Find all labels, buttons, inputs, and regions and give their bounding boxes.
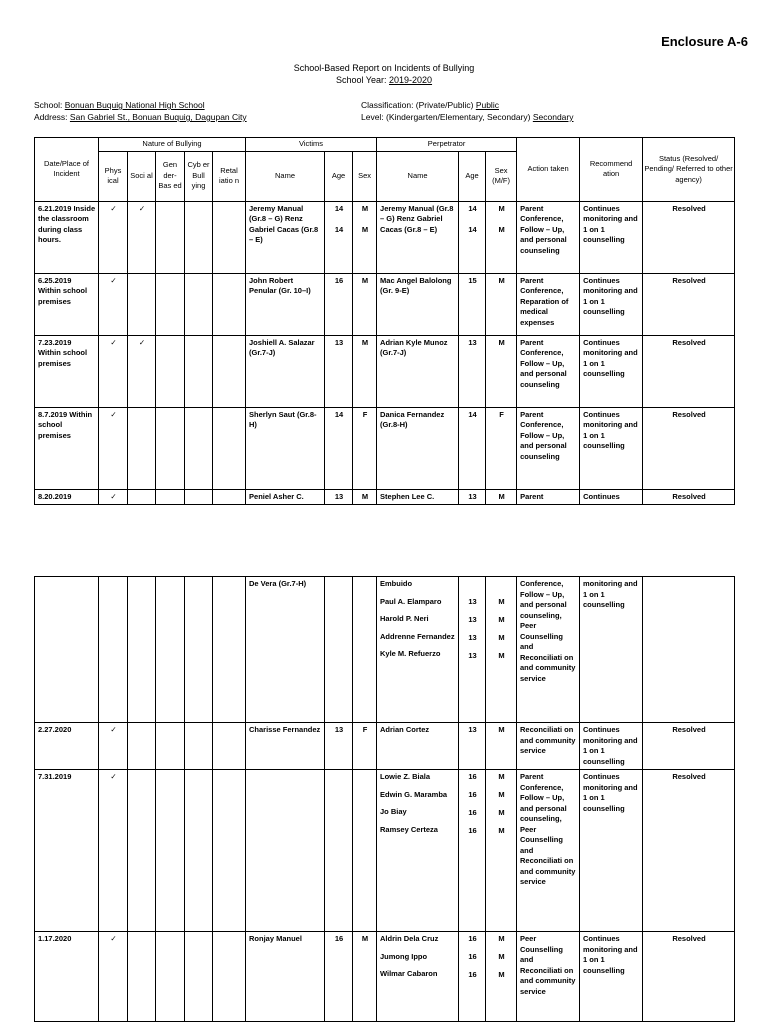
physical-check: ✓ xyxy=(99,407,128,489)
table-row xyxy=(35,407,735,489)
perpetrator-sex: M M xyxy=(486,201,517,273)
perpetrator-names xyxy=(377,770,459,932)
level-label: Level: (Kindergarten/Elementary, Secondary) xyxy=(361,112,531,122)
header-status: Status (Resolved/ Pending/ Referred to other agency) xyxy=(643,138,735,202)
gender-check xyxy=(156,723,185,770)
perpetrator-ages xyxy=(459,770,486,932)
perpetrator-age: 13 xyxy=(459,489,486,505)
gender-check xyxy=(156,201,185,273)
perpetrator-name: Wilmar Cabaron xyxy=(380,969,438,978)
status: Resolved xyxy=(643,201,735,273)
perpetrator-age: 15 xyxy=(459,273,486,335)
cyber-check xyxy=(185,201,213,273)
header-victim-age: Age xyxy=(325,151,353,201)
perpetrator-age: 16 xyxy=(468,808,477,817)
perpetrator-sex: F xyxy=(486,407,517,489)
perpetrator-sex: M xyxy=(486,489,517,505)
gender-check xyxy=(156,407,185,489)
social-check xyxy=(128,407,156,489)
perpetrator-sex: M xyxy=(498,597,505,606)
status: Resolved xyxy=(643,932,735,1022)
recommendation: Continues monitoring and 1 on 1 counselling xyxy=(580,201,643,273)
physical-check: ✓ xyxy=(99,932,128,1022)
gender-check xyxy=(156,335,185,407)
enclosure-label: Enclosure A-6 xyxy=(661,34,748,49)
header-social: Soci al xyxy=(128,151,156,201)
header-gender: Gen der- Bas ed xyxy=(156,151,185,201)
retaliation-check xyxy=(213,577,246,723)
perpetrator-age: 13 xyxy=(468,725,477,734)
cyber-check xyxy=(185,489,213,505)
gender-check xyxy=(156,273,185,335)
perpetrator-name: Jo Biay xyxy=(380,807,407,816)
perpetrator-sex: M xyxy=(486,273,517,335)
perpetrator-sexes xyxy=(486,577,517,723)
victim-sex: F xyxy=(353,723,377,770)
level-value: Secondary xyxy=(532,112,574,122)
perpetrator-name: Edwin G. Maramba xyxy=(380,789,448,799)
victim-age xyxy=(325,577,353,723)
victim-sex xyxy=(353,770,377,932)
social-check xyxy=(128,577,156,723)
victim-name: Peniel Asher C. xyxy=(246,489,325,505)
social-check xyxy=(128,770,156,932)
perpetrator-name: Adrian Cortez xyxy=(380,725,430,734)
perpetrator-age: 13 xyxy=(468,615,477,624)
recommendation: Continues monitoring and 1 on 1 counselling xyxy=(580,723,643,770)
perpetrator-name: Mac Angel Balolong (Gr. 9-E) xyxy=(377,273,459,335)
victim-sex: M M xyxy=(353,201,377,273)
incident-date: 7.23.2019 Within school premises xyxy=(35,335,99,407)
incident-date: 2.27.2020 xyxy=(35,723,99,770)
status: Resolved xyxy=(643,770,735,932)
table-row xyxy=(35,335,735,407)
victim-name: Charisse Fernandez xyxy=(246,723,325,770)
perpetrator-age: 13 xyxy=(468,651,477,660)
cyber-check xyxy=(185,932,213,1022)
perpetrator-name: Jumong Ippo xyxy=(380,951,428,961)
header-victim-name: Name xyxy=(246,151,325,201)
perpetrator-name: Embuido xyxy=(380,579,413,588)
page2-rows xyxy=(35,577,735,1022)
perpetrator-age: 16 xyxy=(468,790,477,799)
header-date: Date/Place of Incident xyxy=(35,138,99,202)
perpetrator-age: 13 xyxy=(468,633,477,642)
status xyxy=(643,577,735,723)
perpetrator-names xyxy=(377,932,459,1022)
social-check: ✓ xyxy=(128,201,156,273)
table-row xyxy=(35,273,735,335)
social-check xyxy=(128,932,156,1022)
school-label: School: xyxy=(34,100,63,110)
perpetrator-name: Harold P. Neri xyxy=(380,614,429,623)
perpetrator-name: Danica Fernandez (Gr.8-H) xyxy=(377,407,459,489)
perpetrator-age: 16 xyxy=(468,826,477,835)
school-name: Bonuan Buquig National High School xyxy=(64,100,205,110)
perpetrator-sex xyxy=(489,579,514,590)
table-row xyxy=(35,489,735,505)
recommendation: Continues monitoring and 1 on 1 counselling xyxy=(580,932,643,1022)
header-cyber: Cyb er Bull ying xyxy=(185,151,213,201)
perpetrator-sex: M xyxy=(498,725,505,734)
status: Resolved xyxy=(643,273,735,335)
status: Resolved xyxy=(643,335,735,407)
perpetrator-age: 14 xyxy=(459,407,486,489)
gender-check xyxy=(156,932,185,1022)
victim-name: Ronjay Manuel xyxy=(246,932,325,1022)
victim-sex: M xyxy=(353,489,377,505)
table-row xyxy=(35,577,735,723)
perpetrator-sexes xyxy=(486,723,517,770)
perpetrator-age: 16 xyxy=(468,934,477,943)
retaliation-check xyxy=(213,201,246,273)
victim-name: De Vera (Gr.7-H) xyxy=(246,577,325,723)
classification-label: Classification: (Private/Public) xyxy=(361,100,474,110)
perpetrator-name: Aldrin Dela Cruz xyxy=(380,934,439,943)
header-retaliation: Retal iatio n xyxy=(213,151,246,201)
action-taken: Parent Conference, Follow – Up, and personal counseling xyxy=(517,407,580,489)
action-taken: Reconciliati on and community service xyxy=(517,723,580,770)
victim-age: 16 xyxy=(325,932,353,1022)
victim-age: 13 xyxy=(325,723,353,770)
recommendation: Continues xyxy=(580,489,643,505)
victim-name: Sherlyn Saut (Gr.8-H) xyxy=(246,407,325,489)
recommendation: Continues monitoring and 1 on 1 counselling xyxy=(580,407,643,489)
header-perp-name: Name xyxy=(377,151,459,201)
perpetrator-names xyxy=(377,723,459,770)
incident-date: 8.20.2019 xyxy=(35,489,99,505)
recommendation: Continues monitoring and 1 on 1 counselling xyxy=(580,273,643,335)
perpetrator-name: Paul A. Elamparo xyxy=(380,596,442,606)
perpetrator-sexes xyxy=(486,932,517,1022)
address-label: Address: xyxy=(34,112,68,122)
perpetrator-name: Stephen Lee C. xyxy=(377,489,459,505)
perpetrator-age: 16 xyxy=(468,970,477,979)
victim-name: Joshiell A. Salazar (Gr.7-J) xyxy=(246,335,325,407)
victim-age: 13 xyxy=(325,335,353,407)
header-action: Action taken xyxy=(517,138,580,202)
retaliation-check xyxy=(213,770,246,932)
incident-date: 8.7.2019 Within school premises xyxy=(35,407,99,489)
perpetrator-ages xyxy=(459,932,486,1022)
header-perpetrator: Perpetrator xyxy=(377,138,517,152)
recommendation: Continues monitoring and 1 on 1 counselling xyxy=(580,770,643,932)
gender-check xyxy=(156,489,185,505)
action-taken: Parent Conference, Reparation of medical expenses xyxy=(517,273,580,335)
perpetrator-name: Kyle M. Refuerzo xyxy=(380,649,441,658)
physical-check: ✓ xyxy=(99,201,128,273)
perpetrator-sex: M xyxy=(498,633,505,642)
social-check xyxy=(128,489,156,505)
perpetrator-age: 13 xyxy=(459,335,486,407)
gender-check xyxy=(156,577,185,723)
physical-check: ✓ xyxy=(99,770,128,932)
perpetrator-name: Adrian Kyle Munoz (Gr.7-J) xyxy=(377,335,459,407)
perpetrator-sexes xyxy=(486,770,517,932)
victim-age: 13 xyxy=(325,489,353,505)
page1-rows xyxy=(35,201,735,505)
perpetrator-sex: M xyxy=(498,952,505,961)
perpetrator-age: 16 xyxy=(468,772,477,781)
classification-info xyxy=(361,99,573,123)
retaliation-check xyxy=(213,932,246,1022)
perpetrator-age: 13 xyxy=(468,597,477,606)
perpetrator-sex: M xyxy=(498,790,505,799)
status: Resolved xyxy=(643,407,735,489)
retaliation-check xyxy=(213,335,246,407)
retaliation-check xyxy=(213,407,246,489)
table-row xyxy=(35,932,735,1022)
retaliation-check xyxy=(213,489,246,505)
address-value: San Gabriel St., Bonuan Buquig, Dagupan City xyxy=(69,112,247,122)
status: Resolved xyxy=(643,723,735,770)
social-check xyxy=(128,723,156,770)
bullying-report-table-page2 xyxy=(34,576,735,1022)
school-year-line xyxy=(0,74,768,86)
table-row xyxy=(35,201,735,273)
header-physical: Phys ical xyxy=(99,151,128,201)
victim-sex xyxy=(353,577,377,723)
header-victims: Victims xyxy=(246,138,377,152)
perpetrator-sex: M xyxy=(498,651,505,660)
bullying-report-table-page1 xyxy=(34,137,735,505)
perpetrator-sex: M xyxy=(498,934,505,943)
school-year-label: School Year: xyxy=(335,75,387,85)
physical-check: ✓ xyxy=(99,335,128,407)
social-check: ✓ xyxy=(128,335,156,407)
perpetrator-age: 16 xyxy=(468,952,477,961)
physical-check: ✓ xyxy=(99,489,128,505)
cyber-check xyxy=(185,335,213,407)
perpetrator-name: Addrenne Fernandez xyxy=(380,631,455,641)
victim-sex: M xyxy=(353,335,377,407)
action-taken: Conference, Follow – Up, and personal counseling, Peer Counselling and Reconciliati on and community service xyxy=(517,577,580,723)
victim-age: 16 xyxy=(325,273,353,335)
perpetrator-name: Ramsey Certeza xyxy=(380,824,438,834)
perpetrator-ages xyxy=(459,577,486,723)
recommendation: Continues monitoring and 1 on 1 counselling xyxy=(580,335,643,407)
action-taken: Parent Conference, Follow – Up, and personal counseling xyxy=(517,335,580,407)
school-year-value: 2019-2020 xyxy=(389,75,433,85)
perpetrator-name: Jeremy Manual (Gr.8 – G) Renz Gabriel Cacas (Gr.8 – E) xyxy=(377,201,459,273)
victim-name: Jeremy Manual (Gr.8 – G) Renz Gabriel Cacas (Gr.8 – E) xyxy=(246,201,325,273)
incident-date: 6.21.2019 Inside the classroom during class hours. xyxy=(35,201,99,273)
perpetrator-names xyxy=(377,577,459,723)
physical-check xyxy=(99,577,128,723)
retaliation-check xyxy=(213,723,246,770)
victim-sex: M xyxy=(353,932,377,1022)
victim-sex: M xyxy=(353,273,377,335)
header-recommendation: Recommend ation xyxy=(580,138,643,202)
physical-check: ✓ xyxy=(99,723,128,770)
victim-age: 14 14 xyxy=(325,201,353,273)
header-victim-sex: Sex xyxy=(353,151,377,201)
cyber-check xyxy=(185,723,213,770)
cyber-check xyxy=(185,273,213,335)
school-info xyxy=(34,99,247,123)
perpetrator-name: Lowie Z. Biala xyxy=(380,772,431,781)
incident-date: 1.17.2020 xyxy=(35,932,99,1022)
social-check xyxy=(128,273,156,335)
cyber-check xyxy=(185,577,213,723)
perpetrator-sex: M xyxy=(498,615,505,624)
victim-name xyxy=(246,770,325,932)
classification-value: Public xyxy=(475,100,499,110)
victim-age: 14 xyxy=(325,407,353,489)
table-row xyxy=(35,770,735,932)
gender-check xyxy=(156,770,185,932)
action-taken: Parent Conference, Follow – Up, and personal counseling, Peer Counselling and Reconciliati on and community service xyxy=(517,770,580,932)
victim-sex: F xyxy=(353,407,377,489)
incident-date xyxy=(35,577,99,723)
perpetrator-sex: M xyxy=(498,808,505,817)
perpetrator-age xyxy=(462,579,483,590)
incident-date: 6.25.2019 Within school premises xyxy=(35,273,99,335)
header-perp-sex: Sex (M/F) xyxy=(486,151,517,201)
action-taken: Parent xyxy=(517,489,580,505)
action-taken: Peer Counselling and Reconciliati on and community service xyxy=(517,932,580,1022)
perpetrator-sex: M xyxy=(498,970,505,979)
physical-check: ✓ xyxy=(99,273,128,335)
header-nature: Nature of Bullying xyxy=(99,138,246,152)
perpetrator-ages xyxy=(459,723,486,770)
recommendation: monitoring and 1 on 1 counselling xyxy=(580,577,643,723)
cyber-check xyxy=(185,407,213,489)
victim-age xyxy=(325,770,353,932)
perpetrator-sex: M xyxy=(486,335,517,407)
report-title xyxy=(0,62,768,86)
table-row xyxy=(35,723,735,770)
cyber-check xyxy=(185,770,213,932)
perpetrator-sex: M xyxy=(498,772,505,781)
incident-date: 7.31.2019 xyxy=(35,770,99,932)
victim-name: John Robert Penular (Gr. 10–I) xyxy=(246,273,325,335)
status: Resolved xyxy=(643,489,735,505)
perpetrator-sex: M xyxy=(498,826,505,835)
perpetrator-age: 14 14 xyxy=(459,201,486,273)
title-text: School-Based Report on Incidents of Bullying xyxy=(293,63,475,73)
retaliation-check xyxy=(213,273,246,335)
header-perp-age: Age xyxy=(459,151,486,201)
action-taken: Parent Conference, Follow – Up, and personal counseling xyxy=(517,201,580,273)
